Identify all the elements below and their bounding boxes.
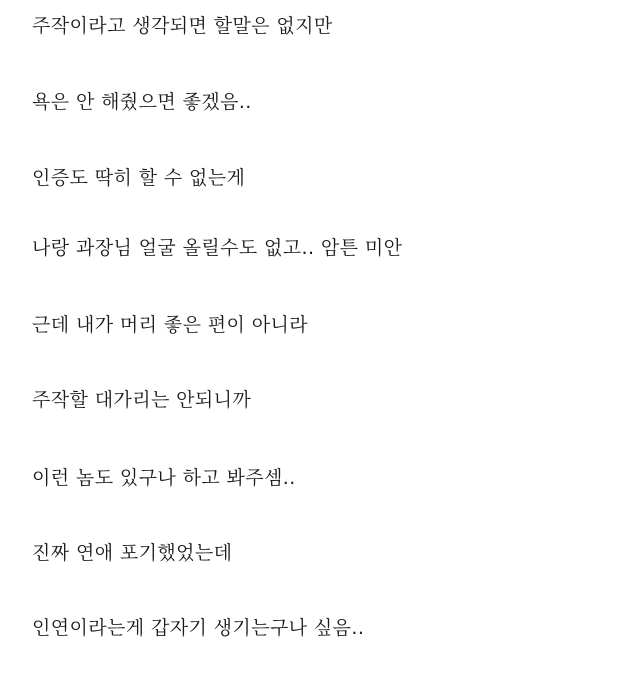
text-line-5: 근데 내가 머리 좋은 편이 아니라 <box>32 314 309 336</box>
text-line-7: 이런 놈도 있구나 하고 봐주셈.. <box>32 467 296 489</box>
text-line-9: 인연이라는게 갑자기 생기는구나 싶음.. <box>32 617 365 639</box>
text-line-4: 나랑 과장님 얼굴 올릴수도 없고.. 암튼 미안 <box>32 237 403 259</box>
text-line-1: 주작이라고 생각되면 할말은 없지만 <box>32 15 333 37</box>
text-line-2: 욕은 안 해줬으면 좋겠음.. <box>32 91 252 113</box>
text-line-6: 주작할 대가리는 안되니까 <box>32 389 252 411</box>
text-line-3: 인증도 딱히 할 수 없는게 <box>32 167 246 189</box>
text-line-8: 진짜 연애 포기했었는데 <box>32 542 233 564</box>
